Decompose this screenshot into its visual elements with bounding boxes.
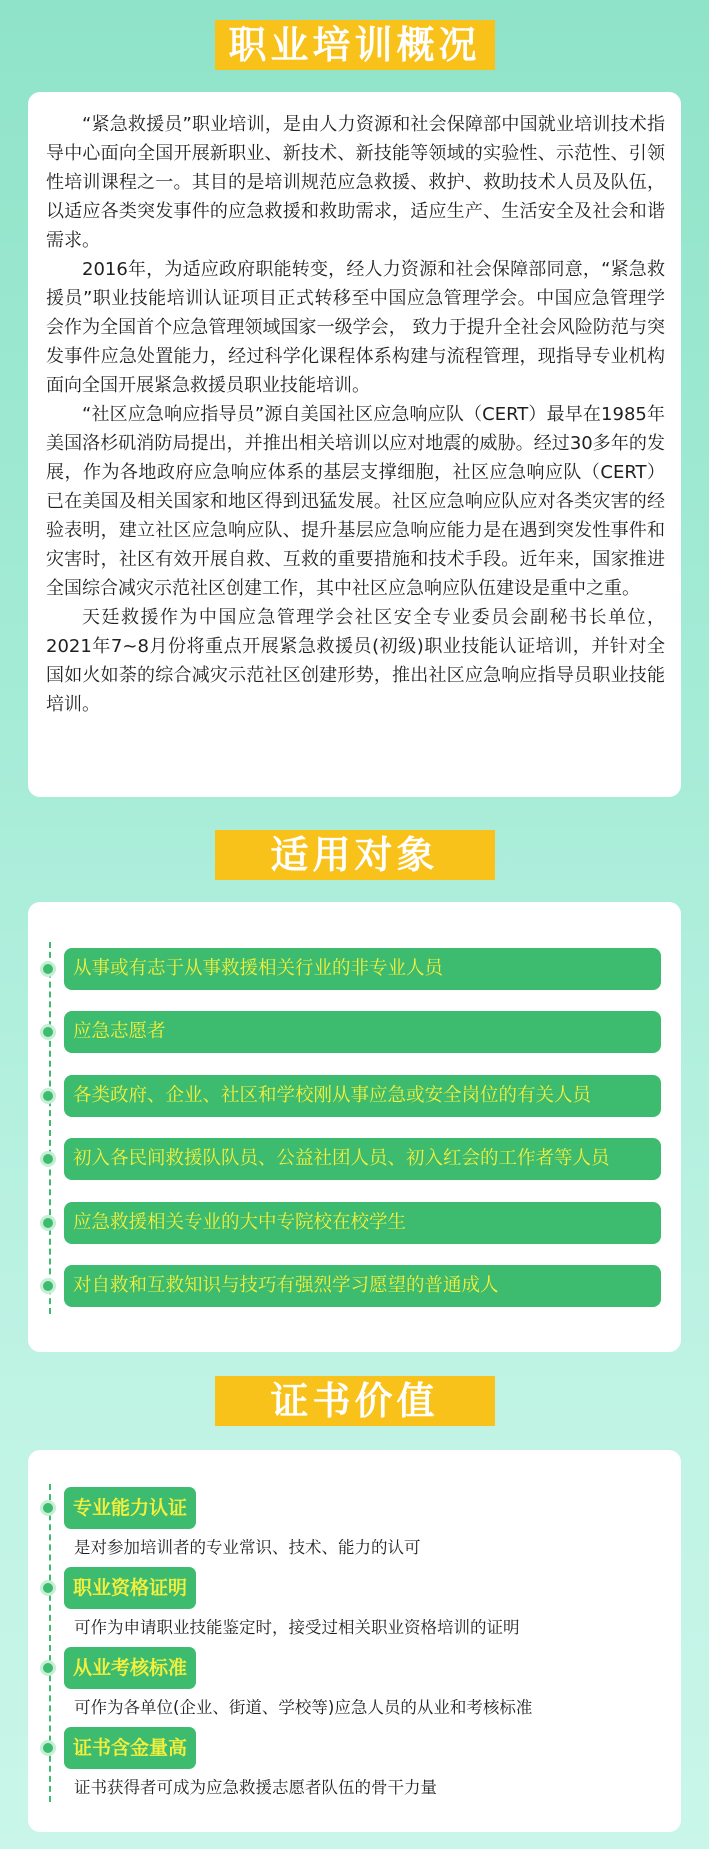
certificate-description: 是对参加培训者的专业常识、技术、能力的认可 <box>74 1538 421 1557</box>
audience-pill: 从事或有志于从事救援相关行业的非专业人员 <box>64 948 661 990</box>
section-title-overview: 职业培训概况 <box>215 20 495 70</box>
audience-pill: 应急志愿者 <box>64 1011 661 1053</box>
bullet-dot-icon <box>43 1743 53 1753</box>
timeline-dashed-line <box>49 942 51 1314</box>
certificate-description: 可作为申请职业技能鉴定时，接受过相关职业资格培训的证明 <box>74 1618 520 1637</box>
bullet-dot-icon <box>43 1663 53 1673</box>
list-item <box>28 1075 681 1117</box>
audience-pill: 各类政府、企业、社区和学校刚从事应急或安全岗位的有关人员 <box>64 1075 661 1117</box>
certificate-description: 可作为各单位(企业、街道、学校等)应急人员的从业和考核标准 <box>74 1698 533 1717</box>
certificate-tag: 职业资格证明 <box>64 1567 196 1609</box>
bullet-dot-icon <box>43 964 53 974</box>
list-item <box>28 1567 681 1647</box>
list-item <box>28 1647 681 1727</box>
bullet-dot-icon <box>43 1154 53 1164</box>
certificate-card <box>28 1450 681 1832</box>
bullet-dot-icon <box>43 1091 53 1101</box>
list-item <box>28 1011 681 1053</box>
list-item <box>28 1138 681 1180</box>
certificate-description: 证书获得者可成为应急救援志愿者队伍的骨干力量 <box>74 1778 437 1797</box>
certificate-tag: 专业能力认证 <box>64 1487 196 1529</box>
overview-paragraph-1: “紧急救援员”职业培训，是由人力资源和社会保障部中国就业培训技术指导中心面向全国开展新职业、新技术、新技能等领域的实验性、示范性、引领性培训课程之一。其目的是培训规范应急救援、救护、救助技术人员及队伍，以适应各类突发事件的应急救援和救助需求，适应生产、生活安全及社会和谐需求。 <box>46 114 665 251</box>
list-item <box>28 1202 681 1244</box>
bullet-dot-icon <box>43 1218 53 1228</box>
list-item <box>28 1487 681 1567</box>
audience-card <box>28 902 681 1352</box>
section-title-audience: 适用对象 <box>215 830 495 880</box>
bullet-dot-icon <box>43 1583 53 1593</box>
audience-pill: 初入各民间救援队队员、公益社团人员、初入红会的工作者等人员 <box>64 1138 661 1180</box>
overview-paragraph-4: 天廷救援作为中国应急管理学会社区安全专业委员会副秘书长单位，2021年7~8月份将重点开展紧急救援员(初级)职业技能认证培训，并针对全国如火如荼的综合减灾示范社区创建形势，推出社区应急响应指导员职业技能培训。 <box>46 607 665 715</box>
list-item <box>28 1727 681 1807</box>
bullet-dot-icon <box>43 1281 53 1291</box>
list-item <box>28 1265 681 1307</box>
overview-paragraph-3: “社区应急响应指导员”源自美国社区应急响应队（CERT）最早在1985年美国洛杉矶消防局提出，并推出相关培训以应对地震的威胁。经过30多年的发展，作为各地政府应急响应体系的基层支撑细胞，社区应急响应队（CERT）已在美国及相关国家和地区得到迅猛发展。社区应急响应队应对各类灾害的经验表明，建立社区应急响应队、提升基层应急响应能力是在遇到突发性事件和灾害时，社区有效开展自救、互救的重要措施和技术手段。近年来，国家推进全国综合减灾示范社区创建工作，其中社区应急响应队伍建设是重中之重。 <box>46 404 665 599</box>
bullet-dot-icon <box>43 1027 53 1037</box>
audience-pill: 应急救援相关专业的大中专院校在校学生 <box>64 1202 661 1244</box>
list-item <box>28 948 681 990</box>
certificate-tag: 从业考核标准 <box>64 1647 196 1689</box>
section-title-certificate: 证书价值 <box>215 1376 495 1426</box>
overview-card <box>28 92 681 797</box>
audience-pill: 对自救和互救知识与技巧有强烈学习愿望的普通成人 <box>64 1265 661 1307</box>
bullet-dot-icon <box>43 1503 53 1513</box>
certificate-tag: 证书含金量高 <box>64 1727 196 1769</box>
overview-paragraph-2: 2016年，为适应政府职能转变，经人力资源和社会保障部同意，“紧急救援员”职业技能培训认证项目正式转移至中国应急管理学会。中国应急管理学会作为全国首个应急管理领域国家一级学会， 致力于提升全社会风险防范与突发事件应急处置能力，经过科学化课程体系构建与流程管理，现指导专业机构面向全国开展紧急救援员职业技能培训。 <box>46 259 665 396</box>
